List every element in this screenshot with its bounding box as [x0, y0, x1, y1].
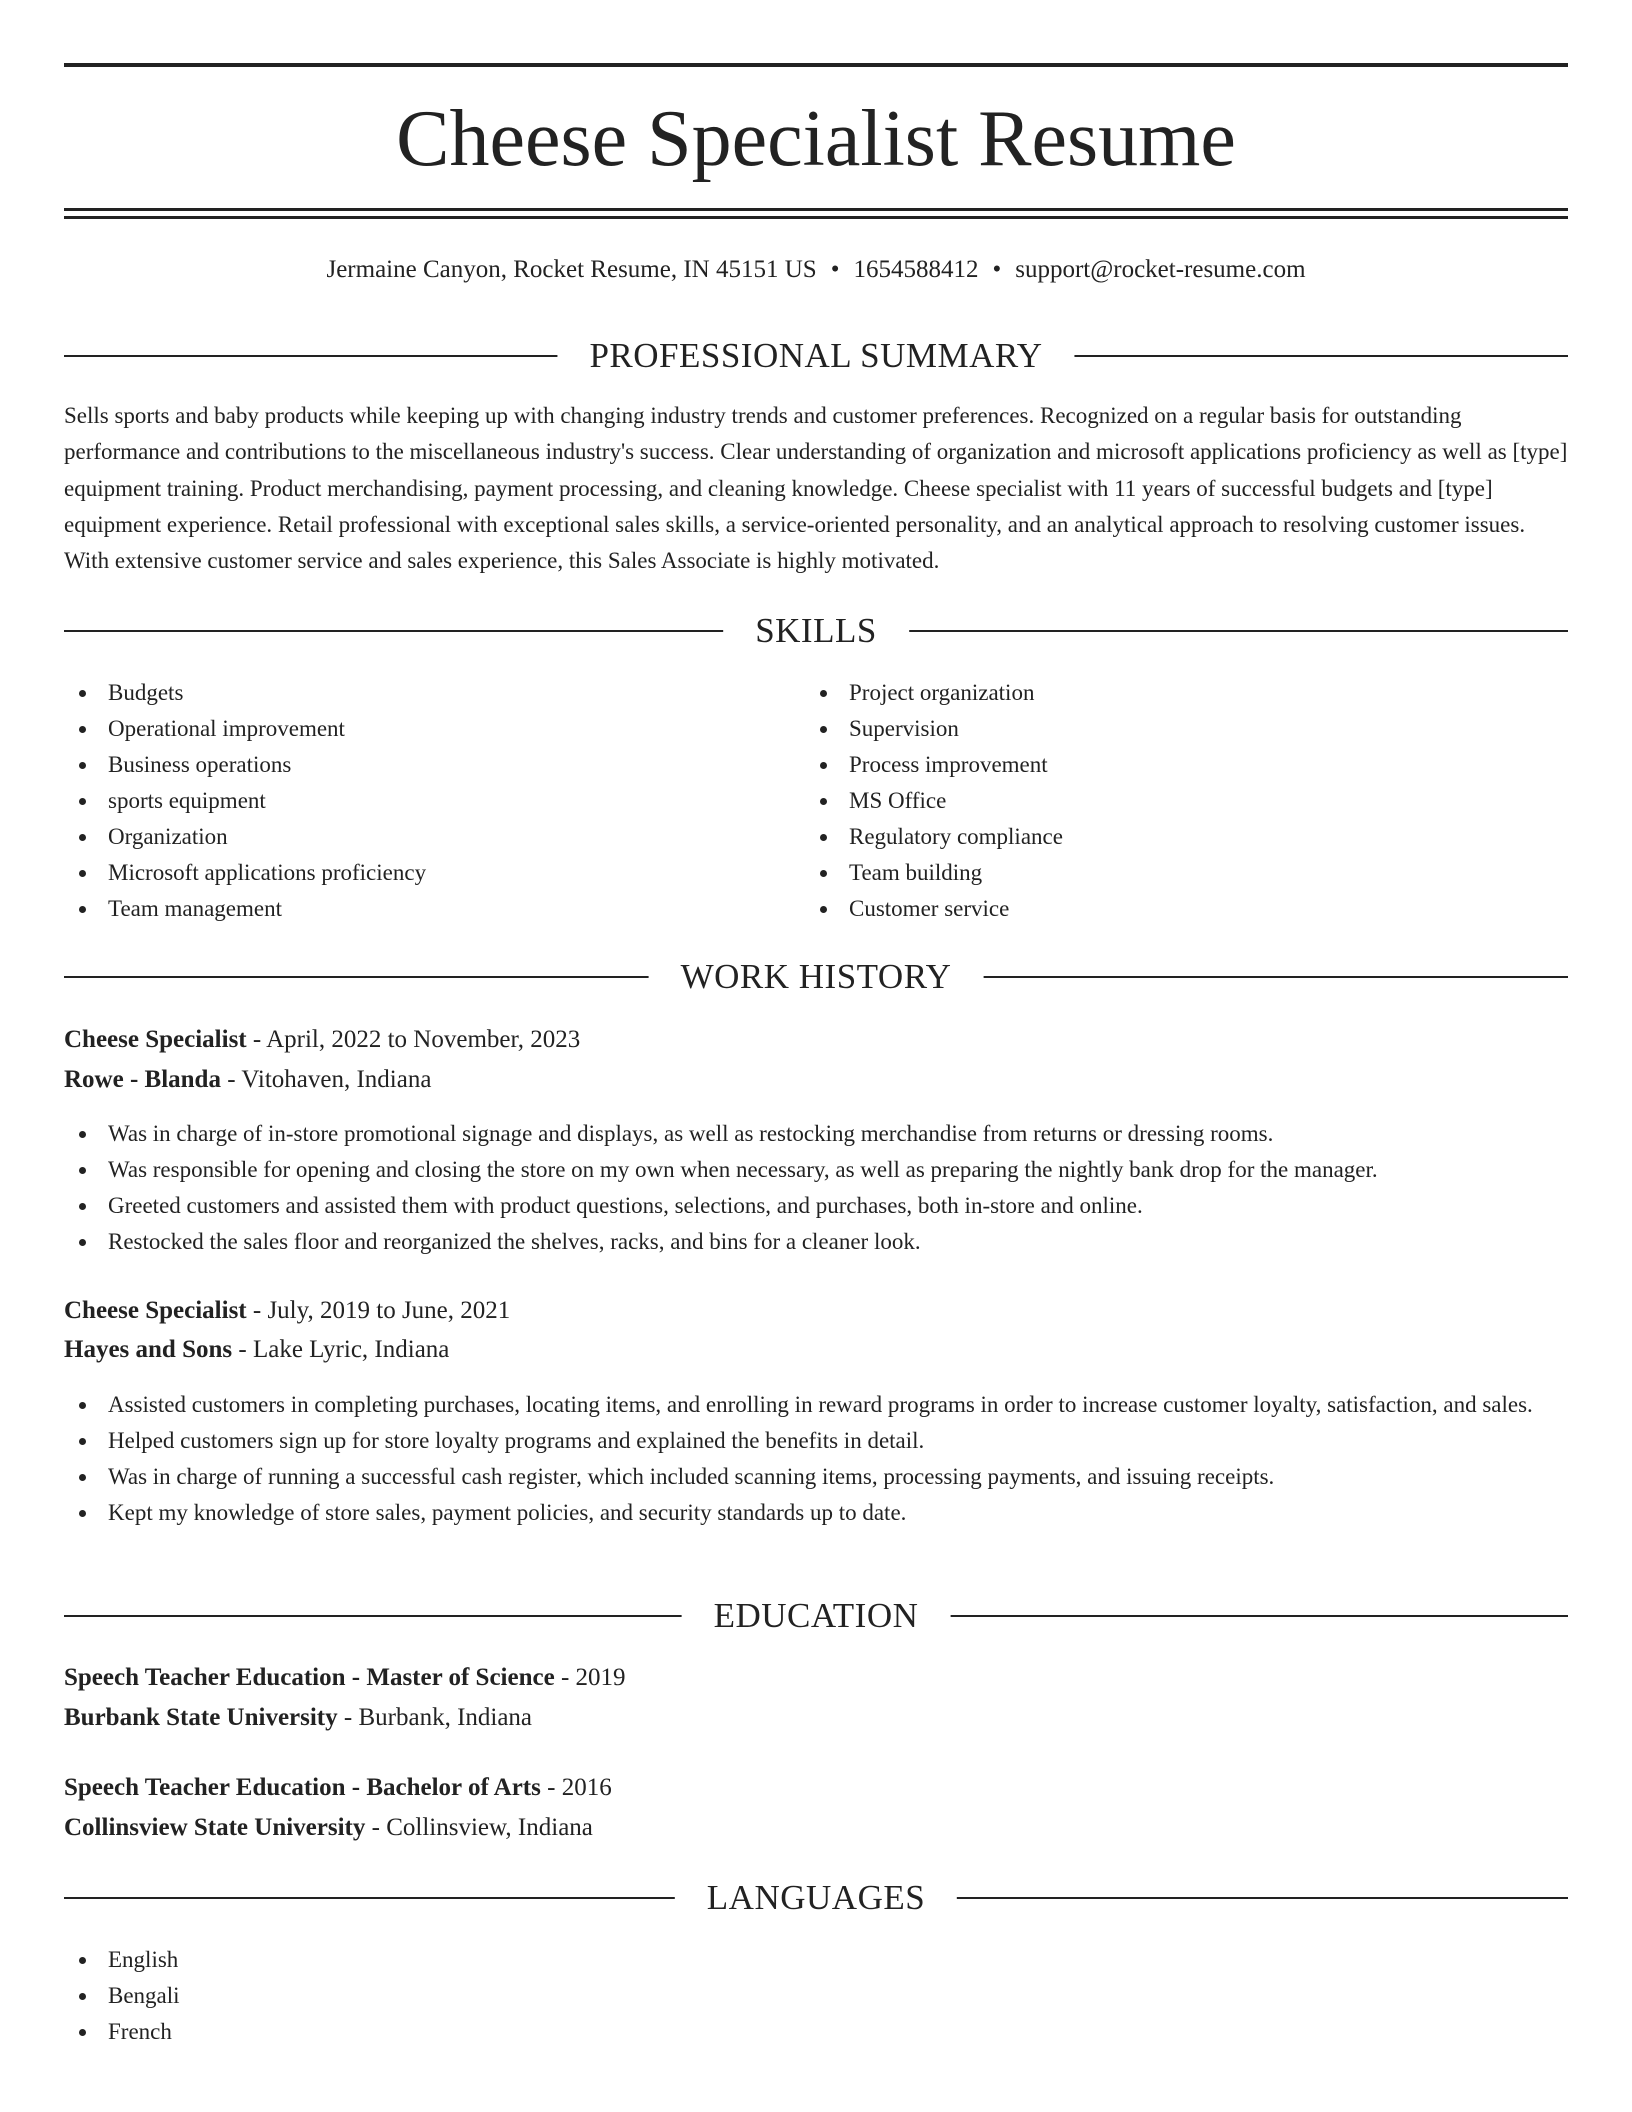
- contact-email: support@rocket-resume.com: [1015, 256, 1306, 283]
- job-bullet: Was in charge of running a successful cash register, which included scanning items, processing payments, and issuing receipts.: [64, 1459, 1568, 1495]
- education-degree-line: Speech Teacher Education - Bachelor of Arts - 2016: [64, 1774, 612, 1801]
- contact-address: Jermaine Canyon, Rocket Resume, IN 45151 US: [326, 256, 817, 283]
- education-school-line: Burbank State University - Burbank, Indiana: [64, 1704, 533, 1731]
- job-title: Cheese Specialist: [64, 1026, 247, 1053]
- job-bullet: Greeted customers and assisted them with product questions, selections, and purchases, both in-store and online.: [64, 1188, 1568, 1224]
- contact-phone: 1654588412: [853, 256, 979, 283]
- job-bullet: Was in charge of in-store promotional signage and displays, as well as restocking merchandise from returns or dressing rooms.: [64, 1116, 1568, 1152]
- skill-item: Customer service: [805, 891, 1565, 927]
- education-degree-line: Speech Teacher Education - Master of Science - 2019: [64, 1664, 626, 1691]
- summary-text: Sells sports and baby products while keeping up with changing industry trends and customer preferences. Recognized on a regular basis for outstanding performance and contributions to the miscellaneous industry's success. Clear understanding of organization and microsoft applications proficiency as well as [type] equipment training. Product merchandising, payment processing, and cleaning knowledge. Cheese specialist with 11 years of successful budgets and [type] equipment experience. Retail professional with exceptional sales skills, a service-oriented personality, and an analytical approach to resolving customer issues. With extensive customer service and sales experience, this Sales Associate is highly motivated.: [64, 403, 1568, 574]
- job-employer: Hayes and Sons: [64, 1336, 233, 1363]
- skill-item: Organization: [64, 819, 804, 855]
- job-dates: July, 2019 to June, 2021: [267, 1297, 511, 1324]
- skill-item: Operational improvement: [64, 711, 804, 747]
- job-bullet: Was responsible for opening and closing the store on my own when necessary, as well as preparing the nightly bank drop for the manager.: [64, 1152, 1568, 1188]
- skill-item: Supervision: [805, 711, 1565, 747]
- title-double-rule-upper: [64, 208, 1568, 211]
- section-title-skills: SKILLS: [723, 609, 909, 653]
- skill-item: MS Office: [805, 783, 1565, 819]
- job-bullet: Restocked the sales floor and reorganized the shelves, racks, and bins for a cleaner look.: [64, 1224, 1568, 1260]
- education-degree: Speech Teacher Education - Bachelor of Arts: [64, 1774, 541, 1801]
- education-degree: Speech Teacher Education - Master of Science: [64, 1664, 555, 1691]
- section-header-summary: [64, 334, 1568, 378]
- contact-separator: •: [830, 256, 840, 283]
- job-bullet: Kept my knowledge of store sales, payment policies, and security standards up to date.: [64, 1495, 1568, 1531]
- section-title-summary: PROFESSIONAL SUMMARY: [557, 334, 1074, 378]
- skills-list-right: [805, 675, 1565, 927]
- section-title-work: WORK HISTORY: [649, 955, 984, 999]
- skill-item: Regulatory compliance: [805, 819, 1565, 855]
- skill-item: Business operations: [64, 747, 804, 783]
- education-school: Burbank State University: [64, 1704, 338, 1731]
- job-location: Lake Lyric, Indiana: [252, 1336, 450, 1363]
- job-title-line: Cheese Specialist - July, 2019 to June, 2021: [64, 1297, 511, 1324]
- title-double-rule-lower: [64, 216, 1568, 219]
- language-item: English: [64, 1942, 804, 1978]
- job-employer: Rowe - Blanda: [64, 1066, 221, 1093]
- section-header-skills: [64, 609, 1568, 653]
- job-bullet: Assisted customers in completing purchases, locating items, and enrolling in reward programs in order to increase customer loyalty, satisfaction, and sales.: [64, 1387, 1568, 1423]
- education-school-line: Collinsview State University - Collinsview, Indiana: [64, 1814, 593, 1841]
- education-year: 2019: [575, 1664, 626, 1691]
- section-title-education: EDUCATION: [682, 1594, 951, 1638]
- job-bullets: [64, 1116, 1568, 1260]
- skills-list-left: [64, 675, 804, 927]
- language-item: Bengali: [64, 1978, 804, 2014]
- job-employer-line: Hayes and Sons - Lake Lyric, Indiana: [64, 1336, 450, 1363]
- job-title-line: Cheese Specialist - April, 2022 to November, 2023: [64, 1026, 581, 1053]
- job-bullets: [64, 1387, 1568, 1531]
- job-location: Vitohaven, Indiana: [241, 1066, 432, 1093]
- education-school: Collinsview State University: [64, 1814, 366, 1841]
- job-title: Cheese Specialist: [64, 1297, 247, 1324]
- skill-item: Process improvement: [805, 747, 1565, 783]
- languages-list: [64, 1942, 804, 2050]
- skill-item: Project organization: [805, 675, 1565, 711]
- section-title-languages: LANGUAGES: [675, 1876, 957, 1920]
- top-rule: [64, 63, 1568, 67]
- skill-item: sports equipment: [64, 783, 804, 819]
- skill-item: Budgets: [64, 675, 804, 711]
- section-header-languages: [64, 1876, 1568, 1920]
- contact-line: [64, 252, 1568, 288]
- education-location: Burbank, Indiana: [358, 1704, 533, 1731]
- skill-item: Team management: [64, 891, 804, 927]
- job-bullet: Helped customers sign up for store loyalty programs and explained the benefits in detail.: [64, 1423, 1568, 1459]
- job-dates: April, 2022 to November, 2023: [266, 1026, 581, 1053]
- education-location: Collinsview, Indiana: [386, 1814, 593, 1841]
- language-item: French: [64, 2014, 804, 2050]
- skill-item: Microsoft applications proficiency: [64, 855, 804, 891]
- section-header-education: [64, 1594, 1568, 1638]
- resume-title: Cheese Specialist Resume: [396, 95, 1236, 183]
- contact-separator: •: [992, 256, 1002, 283]
- job-employer-line: Rowe - Blanda - Vitohaven, Indiana: [64, 1066, 432, 1093]
- skill-item: Team building: [805, 855, 1565, 891]
- education-year: 2016: [561, 1774, 612, 1801]
- section-header-work: [64, 955, 1568, 999]
